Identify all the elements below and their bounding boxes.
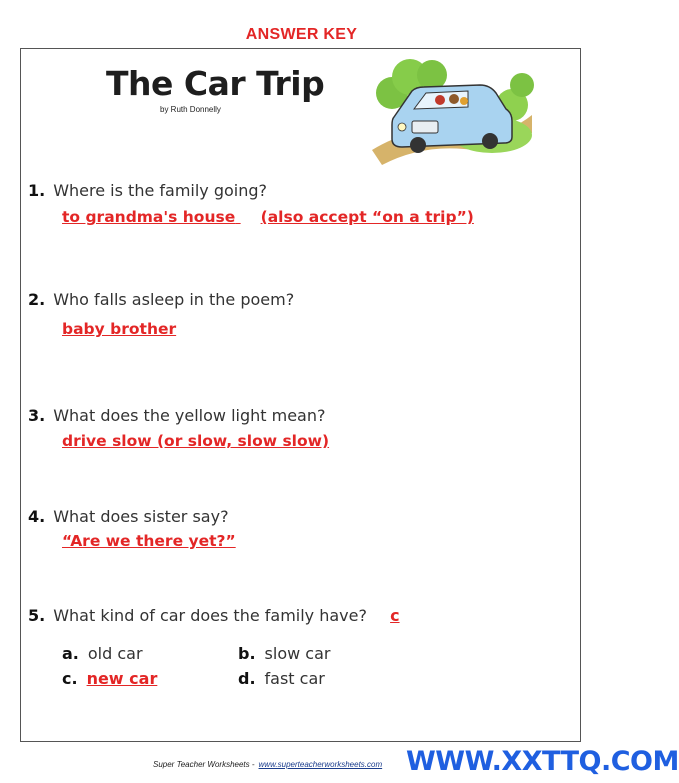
option-text: new car [86, 669, 158, 688]
question-number: 1. [28, 181, 46, 200]
question-3 [28, 406, 325, 425]
car-illustration [372, 55, 532, 165]
question-number: 5. [28, 606, 46, 625]
option-d [238, 669, 325, 688]
passenger [449, 94, 459, 104]
answer-3: drive slow (or slow, slow slow) [62, 432, 330, 450]
question-text: What kind of car does the family have? [53, 606, 367, 625]
option-letter: b. [238, 644, 256, 663]
option-letter: d. [238, 669, 256, 688]
option-text: slow car [264, 644, 331, 663]
passenger [435, 95, 445, 105]
answer-2: baby brother [62, 320, 177, 338]
passenger [460, 97, 468, 105]
option-b [238, 644, 330, 663]
question-5 [28, 606, 400, 625]
footer [153, 760, 382, 769]
car-grille [412, 121, 438, 133]
footer-brand: Super Teacher Worksheets - [153, 760, 255, 769]
car-wheel [410, 137, 426, 153]
question-number: 2. [28, 290, 46, 309]
question-text: Where is the family going? [53, 181, 268, 200]
option-letter: a. [62, 644, 79, 663]
question-text: Who falls asleep in the poem? [53, 290, 295, 309]
author-byline: by Ruth Donnelly [160, 105, 221, 114]
answer-key-header: ANSWER KEY [245, 26, 358, 43]
answer-4: “Are we there yet?” [62, 532, 236, 550]
answer-text: to grandma's house [62, 208, 236, 226]
option-a [62, 644, 143, 663]
tree-shape [417, 60, 447, 90]
option-text: old car [87, 644, 143, 663]
option-letter: c. [62, 669, 78, 688]
worksheet-title: The Car Trip [106, 64, 325, 103]
question-text: What does sister say? [53, 507, 229, 526]
answer-5: c [390, 606, 400, 625]
answer-1 [62, 208, 474, 226]
headlight [398, 123, 406, 131]
question-4 [28, 507, 229, 526]
answer-extra: (also accept “on a trip”) [260, 208, 474, 226]
question-1 [28, 181, 267, 200]
question-2 [28, 290, 294, 309]
watermark: WWW.XXTTQ.COM [406, 746, 679, 777]
question-number: 3. [28, 406, 46, 425]
car-wheel [482, 133, 498, 149]
option-text: fast car [264, 669, 325, 688]
option-c [62, 669, 157, 688]
tree-shape [510, 73, 534, 97]
question-number: 4. [28, 507, 46, 526]
footer-url-link[interactable]: www.superteacherworksheets.com [258, 760, 383, 769]
question-text: What does the yellow light mean? [53, 406, 326, 425]
